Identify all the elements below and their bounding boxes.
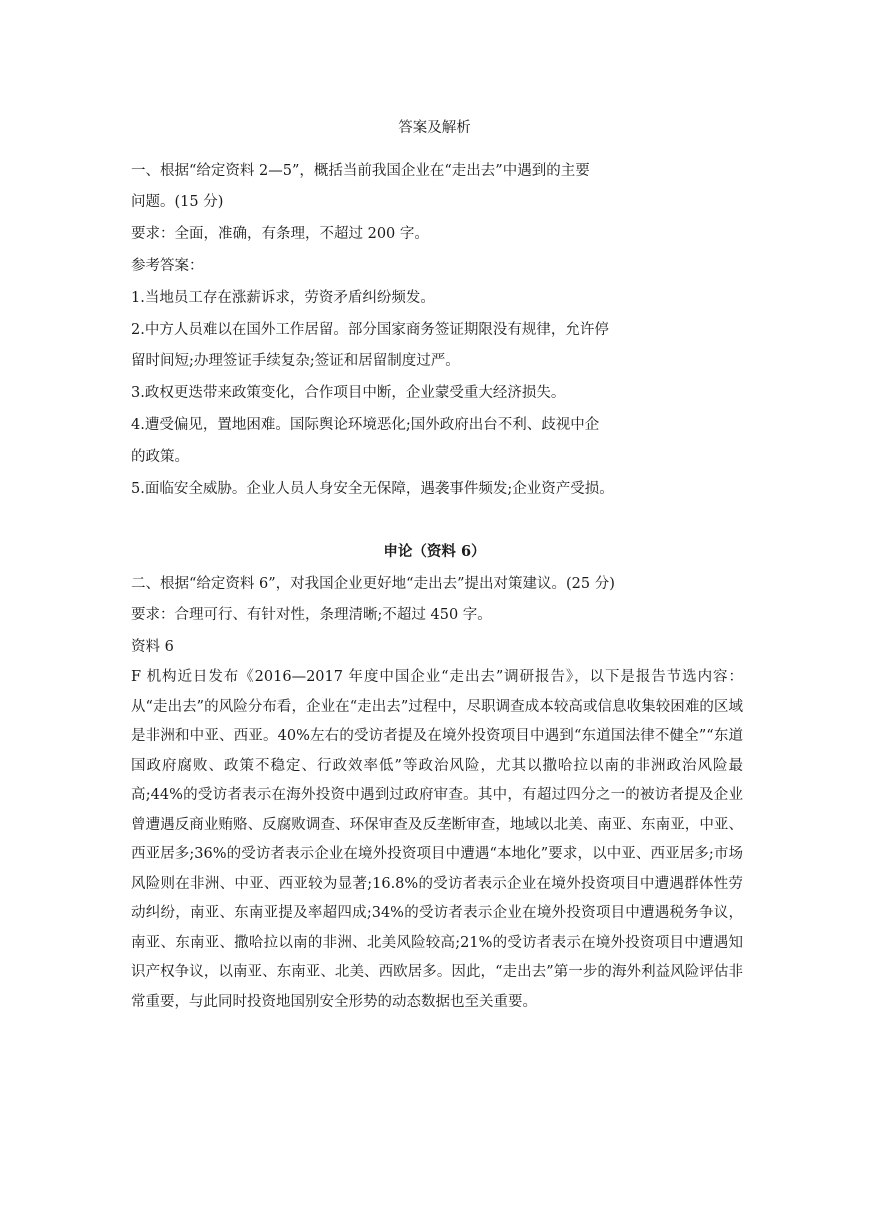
- answer-line: 1.当地员工存在涨薪诉求，劳资矛盾纠纷频发。: [131, 290, 435, 306]
- answer-line: 5.面临安全威胁。企业人员人身安全无保障，遇袭事件频发;企业资产受损。: [131, 481, 614, 497]
- question-2-line: 二、根据“给定资料 6”，对我国企业更好地“走出去”提出对策建议。(25 分): [131, 576, 615, 592]
- question-1-requirement: 要求：全面，准确，有条理，不超过 200 字。: [131, 226, 429, 242]
- material-paragraph: F 机构近日发布《2016—2017 年度中国企业“走出去”调研报告》，以下是报告节选内容：从“走出去”的风险分布看，企业在“走出去”过程中，尽职调查成本较高或信息收集较困难的区域是非洲和中亚、西亚。40%左右的受访者提及在境外投资项目中遇到“东道国法律不健全”“东道国政府腐败、政策不稳定、行政效率低”等政治风险，尤其以撒哈拉以南的非洲政治风险最高;44%的受访者表示在海外投资中遇到过政府审查。其中，有超过四分之一的被访者提及企业曾遭遇反商业贿赂、反腐败调查、环保审查及反垄断审查，地域以北美、南亚、东南亚，中亚、西亚居多;36%的受访者表示企业在境外投资项目中遭遇“本地化”要求，以中亚、西亚居多;市场风险则在非洲、中亚、西亚较为显著;16.8%的受访者表示企业在境外投资项目中遭遇群体性劳动纠纷，南亚、东南亚提及率超四成;34%的受访者表示企业在境外投资项目中遭遇税务争议，南亚、东南亚、撒哈拉以南的非洲、北美风险较高;21%的受访者表示在境外投资项目中遭遇知识产权争议，以南亚、东南亚、北美、西欧居多。因此，“走出去”第一步的海外利益风险评估非常重要，与此同时投资地国别安全形势的动态数据也至关重要。: [131, 669, 743, 1010]
- answer-section-title: 答案及解析: [398, 120, 471, 136]
- essay-section-title: 申论（资料 6）: [383, 543, 486, 560]
- answer-line: 2.中方人员难以在国外工作居留。部分国家商务签证期限没有规律，允许停: [131, 322, 609, 338]
- reference-answer-label: 参考答案：: [131, 258, 204, 274]
- answer-line: 4.遭受偏见，置地困难。国际舆论环境恶化;国外政府出台不利、歧视中企: [131, 417, 600, 433]
- answer-line: 留时间短;办理签证手续复杂;签证和居留制度过严。: [131, 353, 460, 369]
- answer-line: 的政策。: [131, 449, 189, 465]
- material-label: 资料 6: [131, 639, 174, 655]
- answer-line: 3.政权更迭带来政策变化，合作项目中断，企业蒙受重大经济损失。: [131, 385, 566, 401]
- question-1-line-1: 一、根据“给定资料 2—5”，概括当前我国企业在“走出去”中遇到的主要: [131, 163, 590, 179]
- question-1-line-2: 问题。(15 分): [131, 194, 224, 210]
- question-2-requirement: 要求：合理可行、有针对性，条理清晰;不超过 450 字。: [131, 607, 492, 623]
